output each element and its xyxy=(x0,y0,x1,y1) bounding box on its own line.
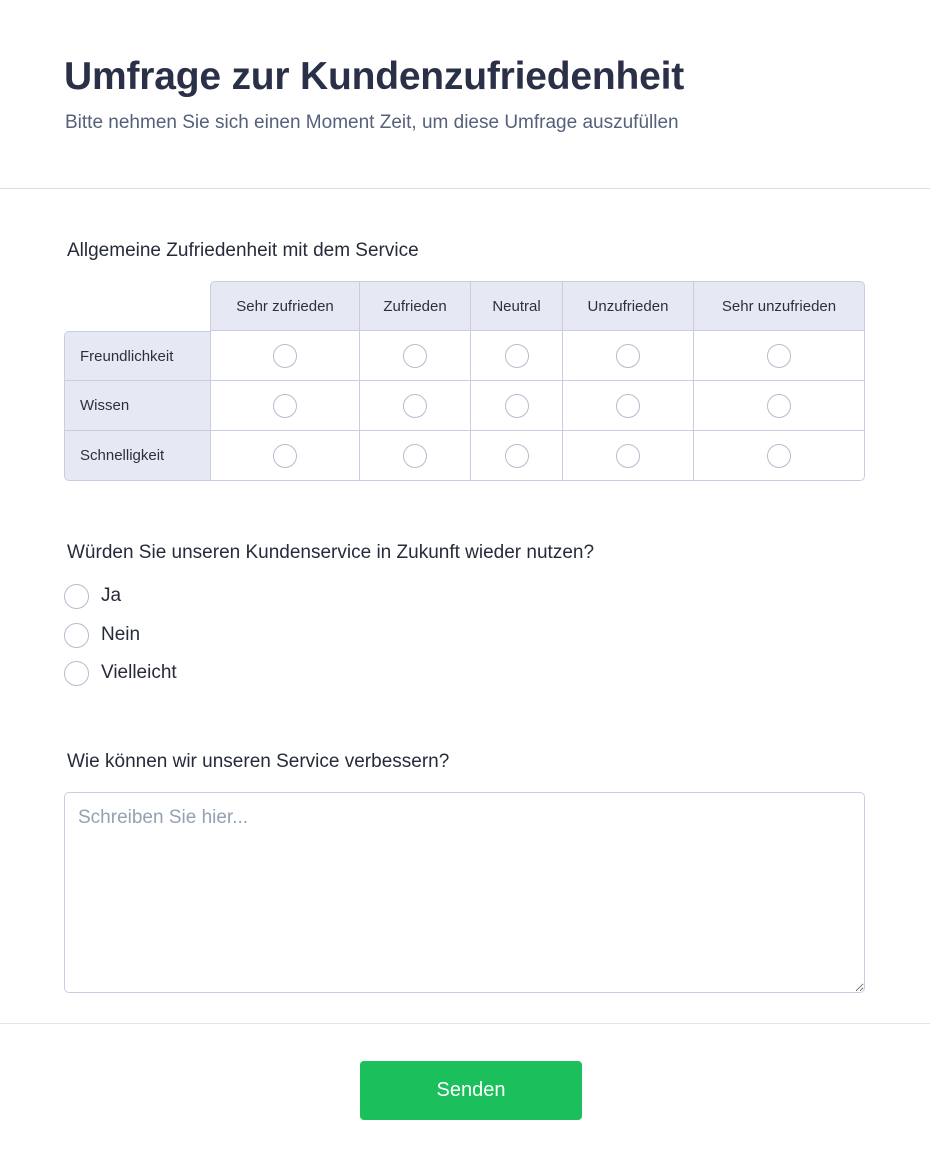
footer-divider xyxy=(0,1023,930,1024)
matrix-col-header: Zufrieden xyxy=(360,281,471,331)
feedback-textarea[interactable] xyxy=(64,792,865,993)
matrix-cell xyxy=(471,431,563,481)
matrix-cell xyxy=(471,331,563,381)
matrix-cell xyxy=(471,381,563,431)
matrix-cell xyxy=(563,381,694,431)
improve-question-label: Wie können wir unseren Service verbessern? xyxy=(67,751,450,772)
option-nein[interactable] xyxy=(64,622,140,648)
matrix-cell xyxy=(563,431,694,481)
survey-header xyxy=(0,0,930,189)
radio-wissen-unzufrieden[interactable] xyxy=(616,394,640,418)
matrix-cell xyxy=(694,431,865,481)
radio-schnelligkeit-sehr-zufrieden[interactable] xyxy=(273,444,297,468)
radio-freundlichkeit-sehr-unzufrieden[interactable] xyxy=(767,344,791,368)
matrix-col-header: Neutral xyxy=(471,281,563,331)
radio-wissen-sehr-unzufrieden[interactable] xyxy=(767,394,791,418)
radio-schnelligkeit-zufrieden[interactable] xyxy=(403,444,427,468)
matrix-cell xyxy=(563,331,694,381)
radio-nein[interactable] xyxy=(64,623,89,648)
satisfaction-matrix xyxy=(64,281,865,481)
matrix-cell xyxy=(360,331,471,381)
matrix-col-header: Sehr unzufrieden xyxy=(694,281,865,331)
radio-freundlichkeit-neutral[interactable] xyxy=(505,344,529,368)
radio-freundlichkeit-zufrieden[interactable] xyxy=(403,344,427,368)
matrix-cell xyxy=(210,431,360,481)
matrix-row-label: Wissen xyxy=(64,381,211,431)
page-subtitle: Bitte nehmen Sie sich einen Moment Zeit, um diese Umfrage auszufüllen xyxy=(65,112,679,133)
radio-schnelligkeit-sehr-unzufrieden[interactable] xyxy=(767,444,791,468)
radio-freundlichkeit-unzufrieden[interactable] xyxy=(616,344,640,368)
radio-wissen-sehr-zufrieden[interactable] xyxy=(273,394,297,418)
matrix-col-header: Sehr zufrieden xyxy=(210,281,360,331)
option-vielleicht[interactable] xyxy=(64,660,177,686)
matrix-col-header: Unzufrieden xyxy=(563,281,694,331)
matrix-cell xyxy=(360,381,471,431)
matrix-cell xyxy=(694,331,865,381)
matrix-row-label: Freundlichkeit xyxy=(64,331,211,381)
reuse-question-label: Würden Sie unseren Kundenservice in Zukunft wieder nutzen? xyxy=(67,542,595,563)
option-ja[interactable] xyxy=(64,583,121,609)
radio-schnelligkeit-neutral[interactable] xyxy=(505,444,529,468)
submit-button[interactable]: Senden xyxy=(360,1061,582,1120)
radio-schnelligkeit-unzufrieden[interactable] xyxy=(616,444,640,468)
radio-wissen-neutral[interactable] xyxy=(505,394,529,418)
option-label: Ja xyxy=(101,585,122,606)
matrix-cell xyxy=(210,331,360,381)
option-label: Nein xyxy=(101,624,141,645)
radio-freundlichkeit-sehr-zufrieden[interactable] xyxy=(273,344,297,368)
matrix-cell xyxy=(210,381,360,431)
matrix-row-label: Schnelligkeit xyxy=(64,431,211,481)
page-title: Umfrage zur Kundenzufriedenheit xyxy=(64,55,685,98)
matrix-question-label: Allgemeine Zufriedenheit mit dem Service xyxy=(67,240,419,261)
matrix-cell xyxy=(694,381,865,431)
radio-ja[interactable] xyxy=(64,584,89,609)
radio-vielleicht[interactable] xyxy=(64,661,89,686)
matrix-cell xyxy=(360,431,471,481)
option-label: Vielleicht xyxy=(101,662,177,683)
radio-wissen-zufrieden[interactable] xyxy=(403,394,427,418)
